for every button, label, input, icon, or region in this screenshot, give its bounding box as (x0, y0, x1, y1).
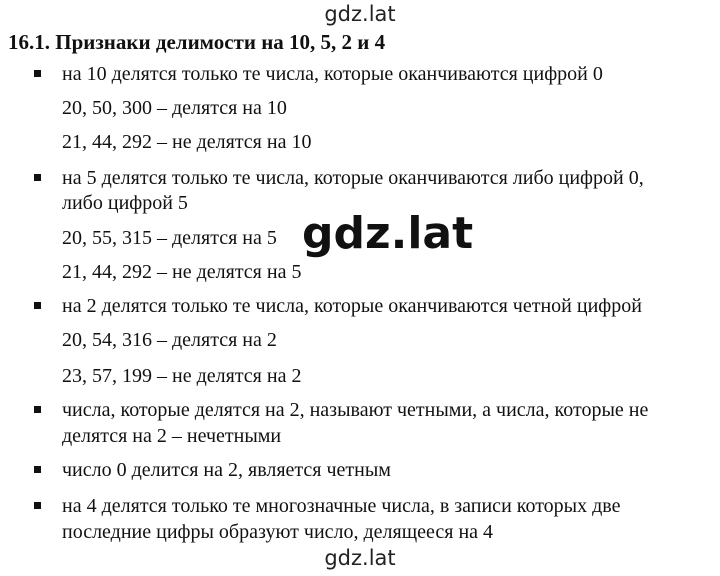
rule-text-continued: делятся на 2 – нечетными (62, 425, 282, 447)
section-heading: 16.1. Признаки делимости на 10, 5, 2 и 4 (8, 30, 386, 54)
example-line: 20, 55, 315 – делятся на 5 (62, 227, 277, 249)
bullet-square-icon (34, 502, 41, 509)
rule-text: число 0 делится на 2, является четным (62, 459, 391, 481)
rule-text: на 4 делятся только те многозначные числа, в записи которых две (62, 495, 621, 517)
rule-text: на 2 делятся только те числа, которые оканчиваются четной цифрой (62, 295, 642, 317)
example-line: 21, 44, 292 – не делятся на 10 (62, 131, 312, 153)
rule-text-continued: либо цифрой 5 (62, 192, 188, 214)
watermark-center: gdz.lat (296, 207, 479, 261)
watermark-bottom: gdz.lat (324, 546, 396, 570)
rule-text: числа, которые делятся на 2, называют четными, а числа, которые не (62, 399, 649, 421)
rule-text: на 5 делятся только те числа, которые оканчиваются либо цифрой 0, (62, 167, 644, 189)
bullet-square-icon (34, 174, 41, 181)
rule-text-continued: последние цифры образуют число, делящееся на 4 (62, 521, 494, 543)
bullet-square-icon (34, 70, 41, 77)
example-line: 23, 57, 199 – не делятся на 2 (62, 365, 302, 387)
watermark-top: gdz.lat (324, 2, 396, 26)
example-line: 21, 44, 292 – не делятся на 5 (62, 261, 302, 283)
example-line: 20, 54, 316 – делятся на 2 (62, 329, 277, 351)
example-line: 20, 50, 300 – делятся на 10 (62, 97, 287, 119)
bullet-square-icon (34, 466, 41, 473)
bullet-square-icon (34, 302, 41, 309)
bullet-square-icon (34, 406, 41, 413)
rule-text: на 10 делятся только те числа, которые оканчиваются цифрой 0 (62, 63, 603, 85)
